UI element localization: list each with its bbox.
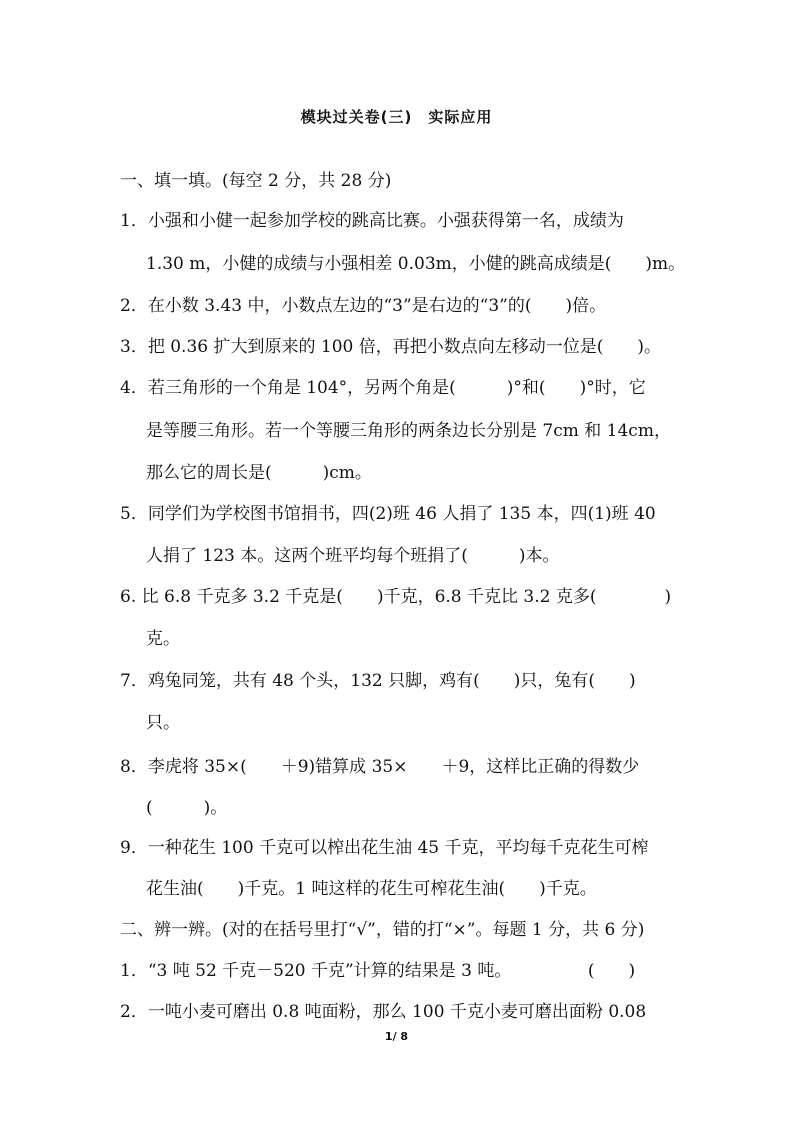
question-1-line-2: 1.30 m，小健的成绩与小强相差 0.03m，小健的跳高成绩是( )m。 bbox=[146, 254, 686, 274]
question-6-line-2: 克。 bbox=[146, 629, 180, 649]
question-8-line-2: ( )。 bbox=[146, 798, 228, 818]
question-8-line-1: 8．李虎将 35×( ＋9)错算成 35× ＋9，这样比正确的得数少 bbox=[120, 757, 640, 777]
page-number: 1/ 8 bbox=[384, 1030, 409, 1043]
question-7-line-2: 只。 bbox=[146, 713, 180, 733]
judge-question-2: 2．一吨小麦可磨出 0.8 吨面粉，那么 100 千克小麦可磨出面粉 0.08 bbox=[120, 1002, 647, 1022]
question-3: 3．把 0.36 扩大到原来的 100 倍，再把小数点向左移动一位是( )。 bbox=[120, 337, 661, 357]
question-5-line-2: 人捐了 123 本。这两个班平均每个班捐了( )本。 bbox=[146, 546, 560, 566]
judge-question-1: 1．“3 吨 52 千克－520 千克”计算的结果是 3 吨。 ( ) bbox=[120, 961, 636, 981]
page-title: 模块过关卷(三) 实际应用 bbox=[300, 108, 493, 126]
question-9-line-1: 9．一种花生 100 千克可以榨出花生油 45 千克，平均每千克花生可榨 bbox=[120, 838, 649, 858]
section-1-heading: 一、填一填。(每空 2 分，共 28 分) bbox=[120, 171, 392, 191]
question-5-line-1: 5．同学们为学校图书馆捐书，四(2)班 46 人捐了 135 本，四(1)班 40 bbox=[120, 504, 656, 524]
section-2-heading: 二、辨一辨。(对的在括号里打“√”，错的打“×”。每题 1 分，共 6 分) bbox=[120, 920, 645, 940]
question-4-line-2: 是等腰三角形。若一个等腰三角形的两条边长分别是 7cm 和 14cm， bbox=[146, 421, 671, 441]
question-1-line-1: 1．小强和小健一起参加学校的跳高比赛。小强获得第一名，成绩为 bbox=[120, 211, 624, 231]
question-4-line-3: 那么它的周长是( )cm。 bbox=[146, 463, 372, 483]
question-7-line-1: 7．鸡兔同笼，共有 48 个头，132 只脚，鸡有( )只，兔有( ) bbox=[120, 671, 636, 691]
question-2: 2．在小数 3.43 中，小数点左边的“3”是右边的“3”的( )倍。 bbox=[120, 296, 607, 316]
question-6-line-1: 6. 比 6.8 千克多 3.2 千克是( )千克，6.8 千克比 3.2 克多( ) bbox=[120, 587, 672, 607]
question-9-line-2: 花生油( )千克。1 吨这样的花生可榨花生油( )千克。 bbox=[146, 879, 597, 899]
question-4-line-1: 4．若三角形的一个角是 104°，另两个角是( )°和( )°时，它 bbox=[120, 378, 646, 398]
